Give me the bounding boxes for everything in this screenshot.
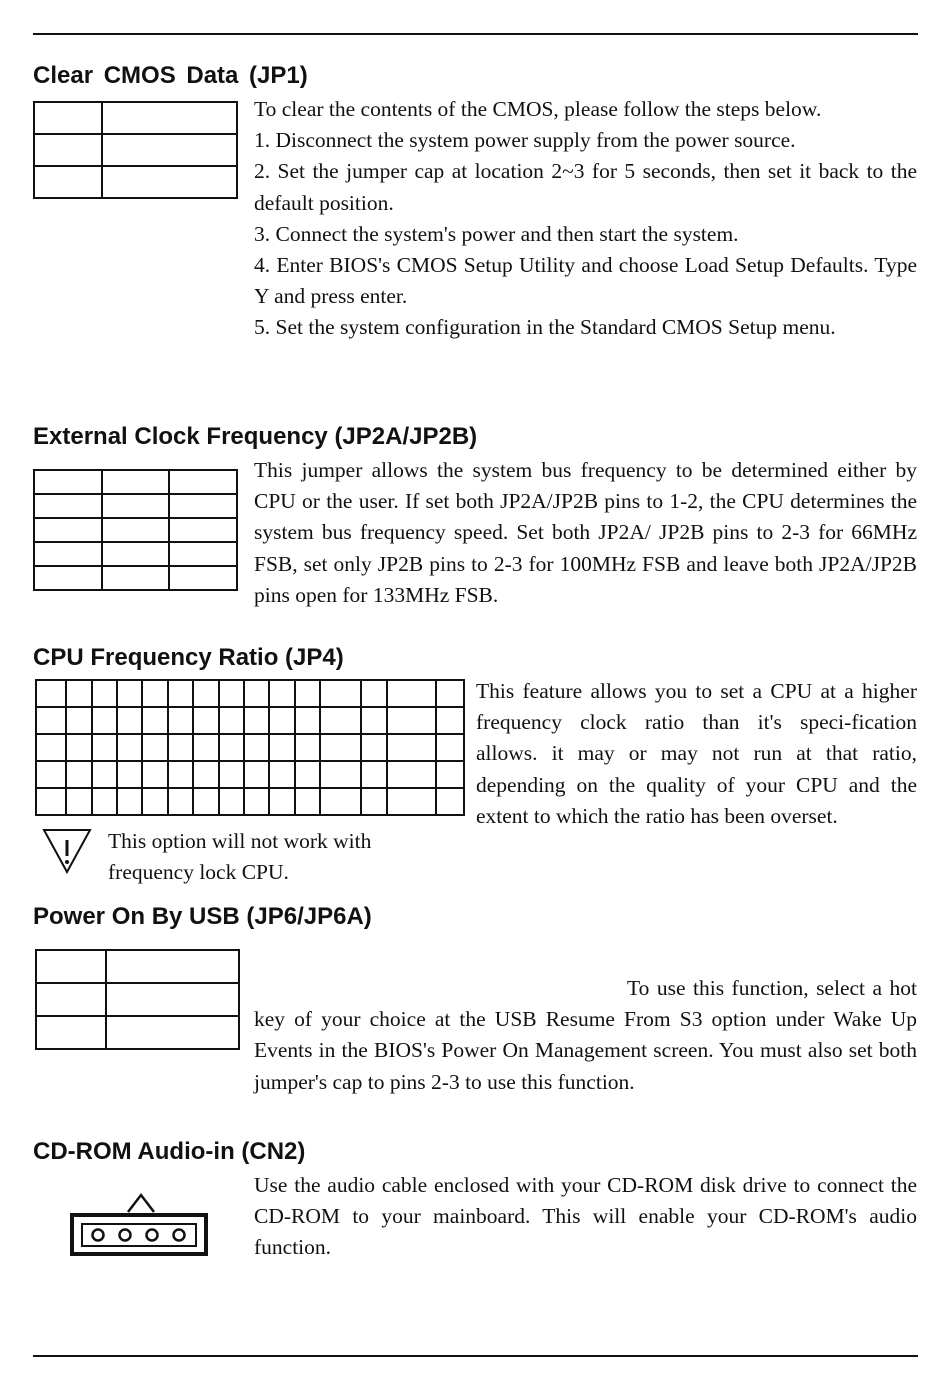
cn2-heading: CD-ROM Audio-in (CN2) xyxy=(33,1138,306,1165)
jp4-heading: CPU Frequency Ratio (JP4) xyxy=(33,644,344,671)
jp6-description: To use this function, select a hot key of your choice at the USB Resume From S3 option under Wake Up Events in the BIOS's Power On Management screen. You must also set both jumper's cap to pins 2-3 to use this function. xyxy=(254,976,917,1094)
jp1-step-1: 1. Disconnect the system power supply from the power source. xyxy=(254,128,796,153)
jp1-step-5: 5. Set the system configuration in the Standard CMOS Setup menu. xyxy=(254,315,836,340)
jp6-jumper-table xyxy=(35,949,240,1050)
jp1-step-2: 2. Set the jumper cap at location 2~3 for 5 seconds, then set it back to the default position. xyxy=(254,159,917,215)
bottom-rule xyxy=(33,1355,918,1357)
warning-triangle-icon xyxy=(40,826,94,876)
jp2-heading: External Clock Frequency (JP2A/JP2B) xyxy=(33,423,478,450)
cdrom-connector-icon xyxy=(68,1190,210,1260)
jp2-jumper-table xyxy=(33,469,238,591)
jp1-description xyxy=(254,94,917,344)
top-rule xyxy=(33,33,918,35)
jp1-step-3: 3. Connect the system's power and then start the system. xyxy=(254,221,739,246)
jp4-description: This feature allows you to set a CPU at a higher frequency clock ratio than it's speci-fication allows. it may or may not run at that ratio, depending on the quality of your CPU and the extent to which the ratio has been overset. xyxy=(476,679,917,828)
jp4-warning: This option will not work with frequency lock CPU. xyxy=(108,829,372,885)
jp1-step-4: 4. Enter BIOS's CMOS Setup Utility and choose Load Setup Defaults. Type Y and press enter. xyxy=(254,253,917,309)
jp1-intro: To clear the contents of the CMOS, please follow the steps below. xyxy=(254,97,822,121)
cn2-description: Use the audio cable enclosed with your CD-ROM disk drive to connect the CD-ROM to your mainboard. This will enable your CD-ROM's audio function. xyxy=(254,1173,917,1260)
jp4-ratio-table xyxy=(35,679,465,816)
jp6-heading: Power On By USB (JP6/JP6A) xyxy=(33,903,372,930)
jp1-jumper-table xyxy=(33,101,238,199)
jp1-heading: Clear CMOS Data (JP1) xyxy=(33,62,308,89)
jp2-description: This jumper allows the system bus frequency to be determined either by CPU or the user. If set both JP2A/JP2B pins to 1-2, the CPU determines the system bus frequency speed. Set both JP2A/ JP2B pins to 2-3 for 66MHz FSB, set only JP2B pins to 2-3 for 100MHz FSB and leave both JP2A/JP2B pins open for 133MHz FSB. xyxy=(254,458,917,607)
